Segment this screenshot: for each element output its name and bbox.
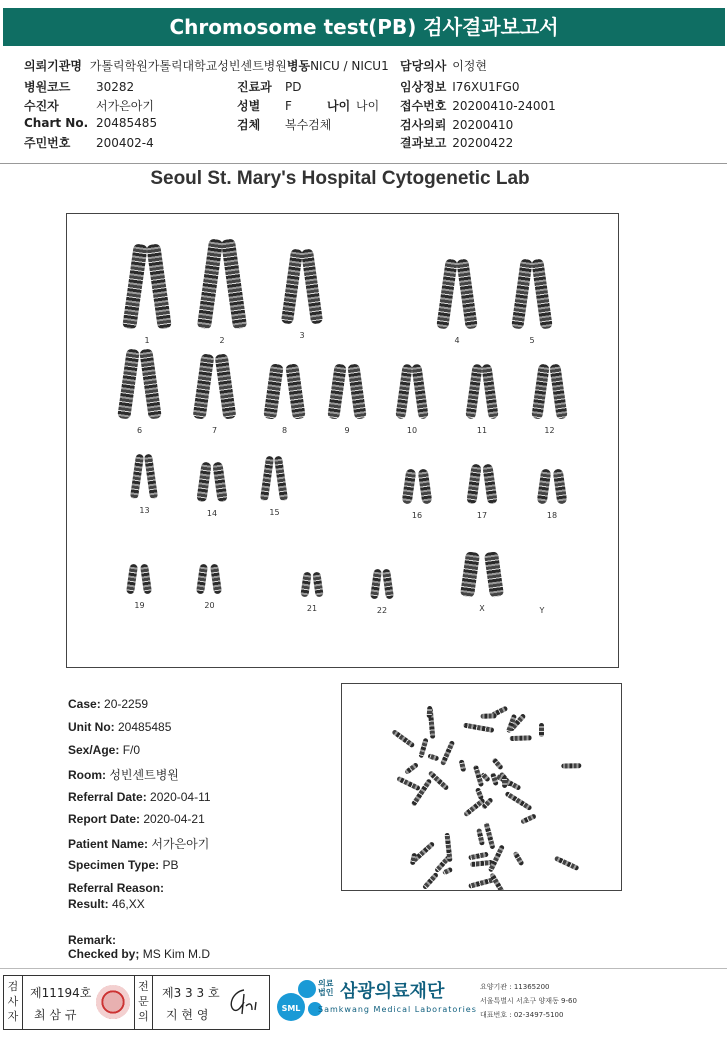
metaphase-chromosome [553,855,579,871]
chromosome-13-2 [144,454,158,500]
org-tag [318,979,333,997]
metaphase-chromosome [468,851,488,860]
chromosome-label: 5 [529,336,535,345]
chromosome-1-1 [122,243,148,329]
chromosome-1-2 [146,243,172,329]
chromosome-10-1 [395,364,413,420]
chromosome-16-2 [418,468,433,504]
karyotype-panel [66,213,619,668]
referral-date-row: Referral Date: 2020-04-11 [68,790,211,804]
metaphase-chromosome [512,851,524,866]
chromosome-label: 22 [376,606,388,615]
metaphase-chromosome [495,774,521,791]
metaphase-chromosome [404,762,419,775]
sex-row: 성별 F [237,99,292,113]
chromosome-18-1 [537,468,552,504]
chromosome-20-1 [196,564,208,595]
chromosome-17-1 [466,463,481,504]
chromosome-pair-2 [192,239,252,345]
signature-box [3,975,270,1030]
chromosome-pair-3 [277,249,327,340]
chromosome-label: Y [539,606,545,615]
specimen-type-row: Specimen Type: PB [68,858,179,872]
patient-row: 수진자 서가은아기 [24,99,154,113]
chromosome-12-1 [531,364,550,420]
chromosome-pair-15 [257,456,292,517]
chromosome-pair-10 [392,364,432,435]
chromosome-label: 3 [299,331,305,340]
inspector-number: 제11194호 [30,986,92,1000]
chromosome-9-1 [327,363,347,419]
footer-divider [0,968,727,969]
chromosome-label: 11 [476,426,488,435]
chromosome-3-1 [281,249,303,325]
metaphase-chromosome [562,763,582,768]
chromosome-21-1 [300,572,311,598]
chromosome-10-2 [411,364,429,420]
metaphase-chromosome [488,845,505,873]
chromosome-label: 13 [139,506,150,515]
chromosome-label: 12 [544,426,555,435]
chromosome-label: 2 [219,336,225,345]
chromosome-label: 20 [204,601,215,610]
chromosome-label: 7 [211,426,218,435]
chromosome-2-2 [221,238,247,329]
chromosome-8-2 [285,363,306,419]
metaphase-chromosome [442,867,453,876]
dept-row: 진료과 PD [237,80,302,94]
chromosome-13-1 [130,454,144,500]
specialist-label: 전문의 [134,976,153,1029]
chromosome-11-2 [481,364,499,420]
chromosome-pair-21 [297,572,327,613]
unit-row: Unit No: 20485485 [68,720,172,734]
chromosome-pair-9 [322,364,372,435]
metaphase-chromosome [459,760,467,773]
chromosome-5-1 [511,259,533,330]
chromosome-pair-4 [432,259,482,345]
chromosome-16-1 [402,468,417,504]
chromosome-label: 17 [476,511,488,520]
chromosome-label: 10 [406,426,418,435]
age-row: 나이 나이 [327,99,380,113]
hospital-row: 의뢰기관명 가톨릭학원가톨릭대학교성빈센트병원병동NICU / NICU1 [24,59,389,73]
chromosome-4-2 [456,259,478,330]
chromosome-X-1 [460,551,480,598]
chromosome-3-2 [301,249,323,325]
id-row: 주민번호 200402-4 [24,136,154,150]
chromosome-17-2 [482,463,497,504]
chromosome-19-2 [140,564,152,595]
report-date-row: Report Date: 2020-04-21 [68,812,205,826]
lab-title: Seoul St. Mary's Hospital Cytogenetic Lab [150,168,530,189]
report-title: Chromosome test(PB) 검사결과보고서 [169,15,559,39]
org-tag-2: 법인 [318,988,334,997]
chromosome-pair-20 [192,564,227,610]
org-subtitle: Samkwang Medical Laboratories [318,1005,477,1014]
chromosome-pair-16 [397,469,437,520]
doctor-row: 담당의사 이정현 [400,59,487,73]
chromosome-pair-11 [462,364,502,435]
chromosome-label: 6 [136,426,143,435]
chromosome-21-2 [312,572,323,598]
chromosome-4-1 [436,259,458,330]
chromosome-pair-19 [122,564,157,610]
chromosome-label: X [479,604,485,613]
metaphase-chromosome [502,776,507,788]
chromosome-label: 4 [454,336,460,345]
metaphase-chromosome [480,713,496,719]
metaphase-chromosome [483,822,495,850]
chromosome-7-2 [215,353,237,419]
chromosome-pair-18 [532,469,572,520]
specialist-name: 지 현 영 [166,1008,209,1022]
chromosome-label: 19 [134,601,145,610]
metaphase-chromosome [520,813,537,824]
chromosome-pair-12 [527,364,572,435]
org-tag-1: 의료 [318,979,334,988]
org-name: 삼광의료재단 [340,981,445,1002]
metaphase-chromosome [410,853,417,866]
chromosome-pair-17 [462,464,502,520]
receipt-row: 접수번호 20200410-24001 [400,99,556,113]
chromosome-pair-X [452,552,512,613]
referral-reason-row: Referral Reason: [68,881,165,895]
checked-row: Checked by; MS Kim M.D [68,947,211,961]
signature [222,984,266,1020]
chromosome-5-2 [531,259,553,330]
chromosome-22-2 [382,569,394,600]
chromosome-14-1 [196,461,211,502]
chromosome-22-1 [370,569,382,600]
header-divider [0,163,727,164]
chromosome-label: 8 [281,426,288,435]
org-phone: 대표번호 : 02-3497-5100 [480,1011,564,1019]
org-license: 요양기관 : 11365200 [480,983,550,991]
chromosome-20-2 [210,564,222,595]
chromosome-8-1 [263,363,284,419]
code-row: 병원코드 30282 [24,80,135,94]
chromosome-11-1 [465,364,483,420]
chromosome-2-1 [197,238,223,329]
chromosome-6-2 [139,348,162,419]
metaphase-chromosome [505,791,533,811]
metaphase-chromosome [439,741,454,767]
chromosome-label: 1 [144,336,150,345]
case-row: Case: 20-2259 [68,697,149,711]
chromosome-9-2 [347,363,367,419]
chromosome-pair-1 [117,244,177,345]
chromosome-19-1 [126,564,138,595]
metaphase-image [341,683,622,891]
org-address: 서울특별시 서초구 양재동 9-60 [480,997,577,1005]
metaphase-chromosome [476,828,485,846]
inspector-label: 검사자 [4,976,23,1029]
chromosome-label: 9 [344,426,350,435]
chromosome-label: 16 [411,511,423,520]
logo-text: SML [281,1004,301,1013]
metaphase-chromosome [539,723,544,737]
chromosome-6-1 [117,348,140,419]
patient-name-row: Patient Name: 서가은아기 [68,837,210,851]
metaphase-chromosome [427,754,439,762]
metaphase-chromosome [396,776,421,791]
clinical-row: 임상정보 I76XU1FG0 [400,80,520,94]
chromosome-pair-13 [127,454,162,515]
result-row: Result: 46,XX [68,897,145,911]
chromosome-pair-14 [192,462,232,518]
chromosome-label: 18 [546,511,558,520]
chromosome-7-1 [193,353,215,419]
metaphase-chromosome [463,723,495,733]
remark-row: Remark: [68,933,117,947]
chromosome-pair-7 [187,354,242,435]
chromosome-14-2 [212,461,227,502]
chromosome-X-2 [484,551,504,598]
metaphase-chromosome [492,757,505,770]
inspector-name: 최 삼 규 [34,1008,77,1022]
chromosome-pair-22 [367,569,397,615]
metaphase-chromosome [422,872,439,890]
chromosome-pair-8 [257,364,312,435]
chromosome-15-1 [260,456,274,502]
chromosome-label: 15 [269,508,280,517]
chromosome-pair-Y [527,569,557,615]
chromosome-18-2 [553,468,568,504]
chromosome-label: 21 [306,604,318,613]
sexage-row: Sex/Age: F/0 [68,743,141,757]
report-row: 결과보고 20200422 [400,136,514,150]
specialist-number: 제3 3 3 호 [162,986,220,1000]
seal-stamp [96,985,130,1019]
report-title-bar [3,8,725,46]
chart-row: Chart No. 20485485 [24,116,158,130]
metaphase-chromosome [509,735,531,741]
chromosome-pair-5 [507,259,557,345]
request-row: 검사의뢰 20200410 [400,118,514,132]
chromosome-label: 14 [206,509,218,518]
room-row: Room: 성빈센트병원 [68,768,179,782]
specimen-row: 검체 복수검체 [237,118,332,132]
chromosome-pair-6 [112,349,167,435]
chromosome-12-2 [549,364,568,420]
chromosome-15-2 [274,456,288,502]
metaphase-chromosome [392,729,416,748]
